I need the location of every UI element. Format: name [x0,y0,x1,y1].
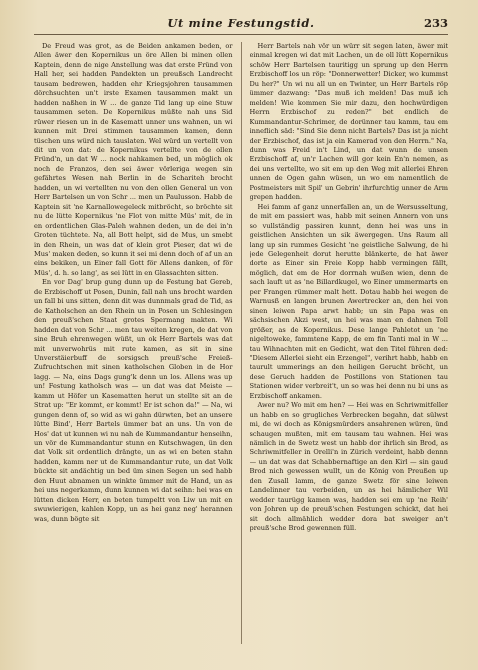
column-divider [241,42,242,644]
paragraph: Awer nu? Wo mit em hen? — Hei was en Schriwmitfeller un habb en so grugliches Verbrecken begahn, dat sülwst mi, de wi doch as Königsmürders ansahrenen würen, ünd schaugen mußten, mit em tausam tau wahnen. Hei was nämlich in de Swetz west un habb dor ihrlich sin Brod, as Schriwmitfeller in Orelli'n in Zürich verdeint, habb dennn — un dat was dat Schabbernaftige an den Kirl — sin gaud Brod nich gewessen wullt, un de König von Preußen up den Zusall lamm, de ganze Swetz för sine leiwen Landelinner tau verbeiden, un as hei hämlicher Wil wedder taurügg kamen was, hadden sei em up 'ne Reih' von Johren up de preuß'schen Festungen schickt, dat hei sit doch allmählich wedder dora bat sweiger an't preuß'sche Brod gewennen füll. [249,401,448,533]
page-number: 233 [423,16,448,30]
paragraph: Hei famm af ganz unnerfallen an, un de Wersusseltung, de mit em passiert was, habb mit seinen Annern von uns so vullständig passiren kunnt, denn hei was uns in geistlichen Ansichten un sik äwergegen. Uns Raum all lang up sin rummes Gesicht 'ne geistliche Salwung, de hi jede Gelegenheit dorut herutte blänkerte, de hat äwer dorte as Einer sin Freie Kopp habb vermingen fällt, möglich, dat em de Hor dorrnah wußen wien, denn de sach lauft ut as 'ne Billardkugel, wo Einer ummermarts en per Frangen rümmer malt hett. Dotau habb hei wegen de Warnusß en langen brunen Awertrecker an, den hei von sinen leiwen Papa arwt habb; un sin Papa was en sächsischen Akzi west, un hei was man en dahnen Toll größer, as de Kopernikus. Dese lange Pahletot un 'ne nigeltoweke, fammtene Kapp, de em fin Tanti mal in W ... tau Wihnachten mit en Gedicht, wat den Titel führen ded: "Diesem Allerlei sieht ein Erzengel", verihrt habb, habb en taurult ummerings an den heiligen Gerucht bröcht, un dese Geruch hadden de Postillons von Stationen tau Stationen wider verbreit't, un so was hei denn nu bi uns as Erzbischoff ankamen. [249,202,448,400]
paragraph: Herr Bartels nah vör un würr sit segen laten, äwer mit einmal kregen wi dat mit Lachen, un de oll lütt Kopernikus schöw Herr Bartelsen tauritigg un sprung up den Herrn Erzbischoff los un röp: "Donnerwetter! Dicker, wo kummst Du her?" Un wi nu all un en Twinter, un Herr Bartels röp ümmer dazwang: "Das muß ich melden! Das muß ich melden! Wie kommen Sie mir dazu, den hochwürdigen Herrn Erzbischof zu reden?" bet endlich de Kummandantur-Schrimer, de dorünner tau kamm, tau em inneflich säd: "Sind Sie denn nicht Bartels? Das ist ja nicht der Erzbischof, das ist ja ein Kamerad von den Herrn." Na, dunn was Freid in't Lind, un dat wunn de unsen Erzbischoff af, un'r Lachen will gor kein En'n nemen, as dei uns vertellte, wo sit em up den Weg mit allerlei Ehren unnen de Ogen gahn wüsen, un wo em namentlich de Postmeisters mit Spil' un Gebrin' ihrfurchtig unner de Arm grepen hadden. [249,42,448,202]
running-title: Ut mine Festungstid. [167,16,315,30]
right-column [250,42,449,644]
running-header [34,16,448,35]
text-columns [34,42,448,644]
paragraph: De Freud was grot, as de Beiden ankamen beden, or Allen äwer den Kopernikus un öre Allen bi minen ollen Kaptein, denn de nige Anstellung was dat erste Fründ von Hall her, sei hadden Pandekten un preußsch Landrecht tausam bedrewen, hadden ehr Kriegsjohren tausammen dörchsuchten un't irste Examen tausammen makt un hadden naßhen in W ... de ganze Tid lang up eine Stuw tausammen seten. De Kopernikus müßte nah uns Sid rüwer riesen un in de Kasematt unner uns wahnen, un wi kunnen mit Drei stimmen tausammen kamen, denn tüschen uns würd nich tauslaten. Wel würd un vertellt von dit un von dat: de Kopernikus vertellte von de ollen Fründ'n, un dat W ... nock nahkamen bed, un möglich ok noch de Franzos, den sei äwer vörleriga wegen sin gefährtes Wesen nah Berlin in de Schariteh brocht hadden, un wi vertellten nu von den ollen General un von Herr Bartelsen un von Schr ... men un Paulusson. Habb de Kaptein sit 'ne Karnallowegeleck mitbröcht, so bröchte sit nu de lütte Kopernikus 'ne Flot von mitte Müs' mit, de in en ordentlichen Glas-Paleh wahnen deden, un de dei in'n Groten tüchtete. Na, all Bott helpt, sid de Mus, un smebt in den Rhein, un was dat of klein grot Pieser, dat wi de Mus' maken deden, so kunn it sei mi denn doch of af un an eins bekiken, un Einer fall Gott för Allens danken, of för Müs', d. h. so lang', as sei lütt in en Glassachten sitten. [34,42,233,277]
left-column [34,42,233,644]
paragraph: En vor Dag' brup gung dunn up de Festung bat Gereb, de Erzbischoff ut Posen, Dunin, fall nah uns brocht warden un fall bi uns sitten, denn dit was dunnmals grad de Tid, as de Katholschen an den Rhein un in Posen un Schlesingen den preuß'schen Staat grotes Spermang makten. Wi hadden dat von Schr ... men tau weiten kregen, de dat von sine Bruh ehrenwegen wüßt, un ok Herr Bartels was dat mit unverwohrüs mit rute kamen, as sit in sine Unverstäierbuff de sorsigsch preuß'sche Freieß-Zufruchtschen mit sinen katholschen Globen in de Hor lagg. — Na, eins Dags gung'k denn un los. Allens was up un! Festung katholsch was — un dat was dat Meiste — kamm ut Höfer un Kasematten herut un stellte sit an de Strat up: "Er kommt, er kommt! Er ist schon da!" — Na, wi gungen denn of, so wid as wi gahn dürwten, bet an unsere lütte Bind', Herr Bartels ümmer bat an uns. Un von de Hos' dat ut kunnen wi nu nah de Kummandantur henseihn, un vör de Kummandantur stunn en Kutschwagen, ün den dat Volk sit ordentlich drängte, un as wi en beten stahn hadden, kamm ner ut de Kummandantur rute, un dat Volk bückte sit andächtig un bed üm sinen Segen un sed habb den Huut abnamen un winkte ümmer mit de Hand, un as hei uns negerkamm, dunn kunnen wi dat seihn: hei was en lütten dicken Herr, en beten tumpeltt von Liw un mit en swuwierigen, kahlen Kopp, un as hei ganz neg' herannen was, dunn bögte sit [34,278,233,523]
